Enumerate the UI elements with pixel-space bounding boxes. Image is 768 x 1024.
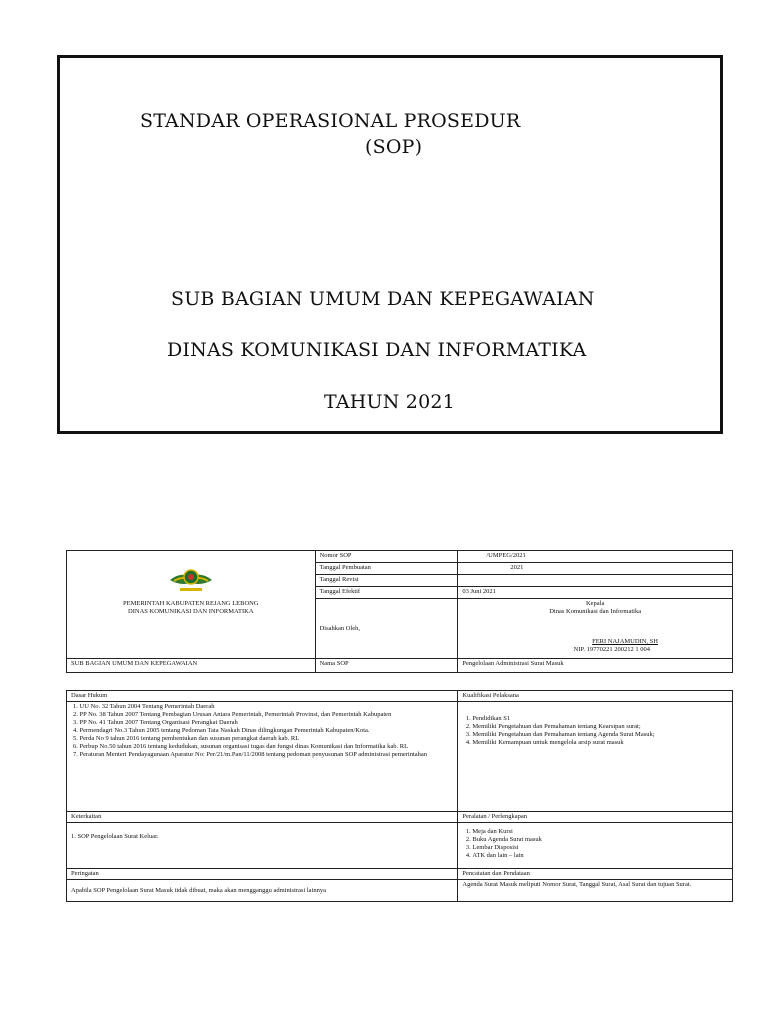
keterkaitan-title: Keterkaitan: [67, 812, 458, 823]
sop-detail-table: [66, 690, 733, 902]
sop-header-table: [66, 550, 733, 673]
pencatatan-title: Pencatatan dan Pendataan: [458, 869, 733, 880]
cover-unit: SUB BAGIAN UMUM DAN KEPEGAWAIAN: [171, 288, 595, 310]
regency-emblem-icon: [166, 564, 216, 594]
org-cell: [67, 551, 316, 659]
peralatan-item: 2. Buku Agenda Surat masuk: [472, 836, 728, 844]
org-line2: DINAS KOMUNIKASI DAN INFORMATIKA: [128, 608, 254, 615]
keterkaitan-value: 1. SOP Pengelolaan Surat Keluar.: [67, 823, 458, 869]
dasar-hukum-item: 1. UU No. 32 Tahun 2004 Tentang Pemerintah Daerah: [73, 703, 215, 710]
peralatan-item: 3. Lembar Disposisi: [472, 844, 728, 852]
dasar-hukum-item: 3. PP No. 41 Tahun 2007 Tentang Organisasi Perangkat Daerah: [73, 719, 238, 726]
dasar-hukum-item: 5. Perda No 9 tahun 2016 tentang pembentukan dan susunan perangkat daerah kab. RL: [73, 735, 300, 742]
dasar-hukum-item: 2. PP No. 38 Tahun 2007 Tentang Pembagian Urusan Antara Pemerintah, Pemerintah Provinsi, dan Pemerintah Kabupaten: [73, 711, 392, 718]
peralatan-item: 1. Meja dan Kursi: [472, 828, 728, 836]
nomor-value: /UMPEG/2021: [458, 551, 733, 563]
kepala-label: Kepala: [585, 600, 605, 607]
efektif-value: 03 Juni 2021: [458, 587, 733, 599]
kualifikasi-item: 3. Memiliki Pengetahuan dan Pemahaman tentang Agenda Surat Masuk;: [472, 731, 728, 739]
peralatan-item: 4. ATK dan lain – lain: [472, 852, 728, 860]
nip-text: NIP. 19770221 200212 1 004: [573, 646, 650, 653]
kepala-unit: Dinas Komunikasi dan Informatika: [549, 608, 642, 615]
kualifikasi-item: 2. Memiliki Pengetahuan dan Pemahaman tentang Kearsipan surat;: [472, 723, 728, 731]
disahkan-label: Disahkan Oleh,: [315, 599, 458, 659]
peralatan-title: Peralatan / Perlengkapan: [458, 812, 733, 823]
dasar-hukum-title: Dasar Hukum: [67, 691, 458, 702]
peringatan-title: Peringatan: [67, 869, 458, 880]
org-line1: PEMERINTAH KABUPATEN REJANG LEBONG: [123, 600, 259, 607]
cover-title-line2: (SOP): [365, 136, 423, 158]
pembuatan-label: Tanggal Pembuatan: [315, 563, 458, 575]
nama-label: Nama SOP: [315, 659, 458, 673]
pejabat-name: FERI NAJAMUDIN, SH: [592, 638, 658, 645]
unit-label: SUB BAGIAN UMUM DAN KEPEGAWAIAN: [67, 659, 316, 673]
kualifikasi-item: 1. Pendidikan S1: [472, 715, 728, 723]
pembuatan-value: 2021: [458, 563, 733, 575]
dasar-hukum-item: 7. Peraturan Menteri Pendayagunaan Aparatur No: Per/21/m.Pan/11/2008 tentang pedoman penyusunan SOP administrasi pemerintahan: [73, 751, 428, 758]
kualifikasi-title: Kualifikasi Pelaksana: [458, 691, 733, 702]
signature-cell: [458, 599, 733, 659]
revisi-label: Tanggal Revisi: [315, 575, 458, 587]
cover-agency: DINAS KOMUNIKASI DAN INFORMATIKA: [167, 339, 587, 361]
dasar-hukum-cell: [67, 702, 458, 812]
kualifikasi-item: 4. Memiliki Kemampuan untuk mengelola arsip surat masuk: [472, 739, 728, 747]
cover-box: [57, 55, 723, 434]
cover-title-line1: STANDAR OPERASIONAL PROSEDUR: [140, 110, 521, 132]
pencatatan-value: Agenda Surat Masuk meliputi Nomor Surat, Tanggal Surat, Asal Surat dan tujuan Surat.: [458, 880, 733, 902]
dasar-hukum-item: 4. Permendagri No.3 Tahun 2005 tentang Pedoman Tata Naskah Dinas dilingkungan Pemerintah Kabupaten/Kota.: [73, 727, 370, 734]
dasar-hukum-item: 6. Perbup No.50 tahun 2016 tentang kedudukan, susunan organisasi tugas dan fungsi dinas Komunikasi dan Informatika kab. RL: [73, 743, 409, 750]
peralatan-cell: [458, 823, 733, 869]
revisi-value: [458, 575, 733, 587]
nama-value: Pengelolaan Administrasi Surat Masuk: [458, 659, 733, 673]
cover-year: TAHUN 2021: [324, 391, 455, 413]
nomor-label: Nomor SOP: [315, 551, 458, 563]
peringatan-value: Apabila SOP Pengelolaan Surat Masuk tidak dibuat, maka akan mengganggu administrasi lainnya: [67, 880, 458, 902]
efektif-label: Tanggal Efektif: [315, 587, 458, 599]
kualifikasi-cell: [458, 702, 733, 812]
